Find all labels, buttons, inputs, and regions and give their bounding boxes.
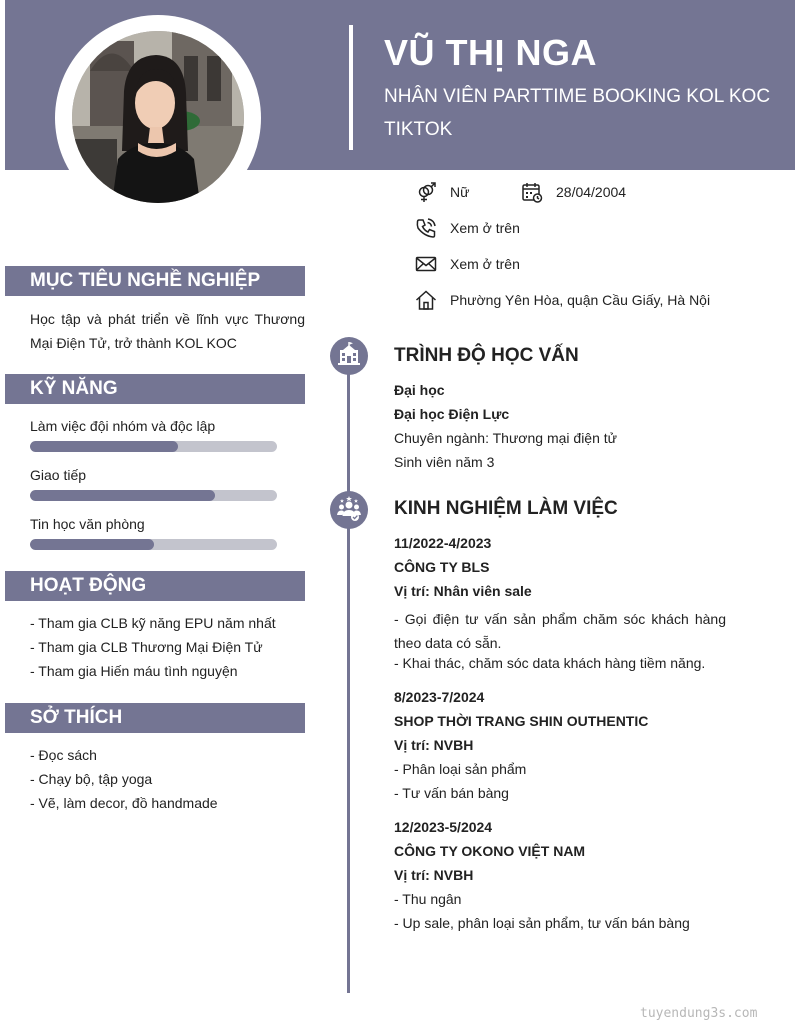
job-period: 11/2022-4/2023: [394, 535, 492, 551]
watermark: tuyendung3s.com: [640, 1006, 758, 1021]
activities-heading: HOẠT ĐỘNG: [5, 571, 305, 601]
gender-icon: [415, 181, 437, 203]
activity-item: - Tham gia Hiến máu tình nguyện: [30, 663, 238, 679]
skill-bar-fill: [30, 539, 154, 550]
job-period: 12/2023-5/2024: [394, 819, 493, 835]
job-duty: - Up sale, phân loại sản phẩm, tư vấn bán bàng: [394, 915, 690, 931]
contact-gender: [415, 181, 469, 203]
job-duty: - Phân loại sản phẩm: [394, 761, 527, 777]
candidate-name: VŨ THỊ NGA: [384, 32, 598, 73]
team-icon: [330, 491, 368, 529]
avatar: [72, 31, 244, 203]
education-school: Đại học Điện Lực: [394, 406, 510, 422]
skill-bar: [30, 441, 277, 452]
hobby-item: - Đọc sách: [30, 747, 97, 763]
address-value: Phường Yên Hòa, quận Cầu Giấy, Hà Nội: [450, 292, 711, 308]
hobby-item: - Vẽ, làm decor, đồ handmade: [30, 795, 218, 811]
hobbies-heading: SỞ THÍCH: [5, 703, 305, 733]
activity-item: - Tham gia CLB kỹ năng EPU năm nhất: [30, 615, 276, 631]
job-period: 8/2023-7/2024: [394, 689, 485, 705]
phone-value: Xem ở trên: [450, 220, 520, 236]
education-level: Đại học: [394, 382, 445, 398]
skill-bar-fill: [30, 490, 215, 501]
experience-heading: KINH NGHIỆM LÀM VIỆC: [394, 498, 618, 519]
gender-value: Nữ: [450, 184, 470, 200]
skill-label: Làm việc đội nhóm và độc lập: [30, 418, 216, 434]
job-duty: - Gọi điện tư vấn sản phẩm chăm sóc khách hàng theo data có sẵn.: [394, 611, 726, 651]
skills-heading: KỸ NĂNG: [5, 374, 305, 404]
hobby-item: - Chạy bộ, tập yoga: [30, 771, 153, 787]
job-duty: - Khai thác, chăm sóc data khách hàng tiềm năng.: [394, 655, 706, 671]
skill-bar-fill: [30, 441, 178, 452]
job-company: CÔNG TY BLS: [394, 559, 490, 575]
calendar-icon: [521, 181, 543, 203]
skill-bar: [30, 539, 277, 550]
contact-email: [415, 253, 520, 275]
home-icon: [415, 289, 437, 311]
job-duty: - Tư vấn bán bàng: [394, 785, 509, 801]
job-position: Vị trí: Nhân viên sale: [394, 583, 532, 599]
skill-label: Giao tiếp: [30, 467, 87, 483]
job-company: SHOP THỜI TRANG SHIN OUTHENTIC: [394, 713, 649, 729]
contact-phone: [415, 217, 520, 239]
header-divider: [349, 25, 353, 150]
contact-address: [415, 289, 710, 311]
education-year: Sinh viên năm 3: [394, 454, 495, 470]
job-position: Vị trí: NVBH: [394, 737, 474, 753]
mail-icon: [415, 253, 437, 275]
job-company: CÔNG TY OKONO VIỆT NAM: [394, 843, 586, 859]
timeline-line: [347, 345, 350, 993]
job-duty: - Thu ngân: [394, 891, 462, 907]
activity-item: - Tham gia CLB Thương Mại Điện Tử: [30, 639, 263, 655]
birthdate-value: 28/04/2004: [556, 184, 627, 200]
job-position: Vị trí: NVBH: [394, 867, 474, 883]
skill-bar: [30, 490, 277, 501]
education-major: Chuyên ngành: Thương mại điện tử: [394, 430, 618, 446]
skill-label: Tin học văn phòng: [30, 516, 145, 532]
email-value: Xem ở trên: [450, 256, 520, 272]
school-icon: [330, 337, 368, 375]
education-heading: TRÌNH ĐỘ HỌC VẤN: [394, 345, 579, 366]
objective-heading: MỤC TIÊU NGHỀ NGHIỆP: [5, 266, 305, 296]
job-title: NHÂN VIÊN PARTTIME BOOKING KOL KOC TIKTOK: [384, 86, 771, 140]
objective-text: Học tập và phát triển về lĩnh vực Thương Mại Điện Tử, trở thành KOL KOC: [30, 311, 305, 351]
phone-icon: [415, 217, 437, 239]
contact-birthdate: [521, 181, 626, 203]
